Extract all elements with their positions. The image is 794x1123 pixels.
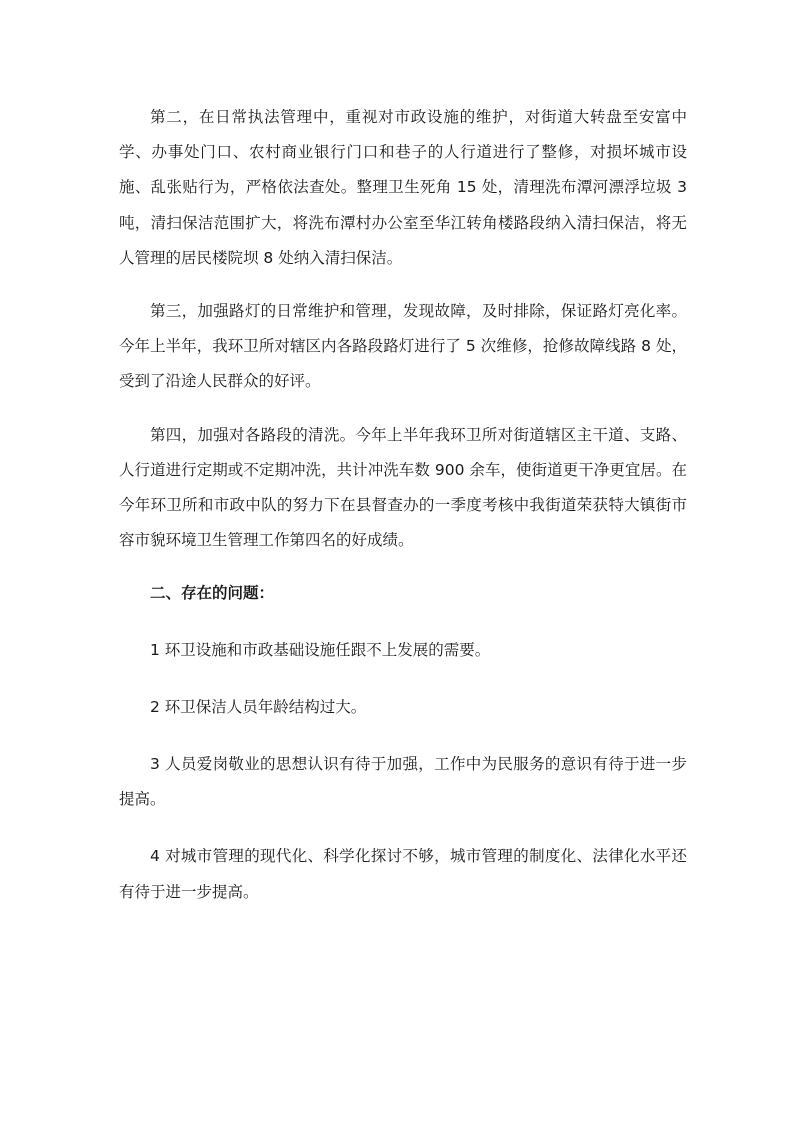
- paragraph-second: 第二，在日常执法管理中，重视对市政设施的维护，对街道大转盘至安富中学、办事处门口、农村商业银行门口和巷子的人行道进行了整修，对损坏城市设施、乱张贴行为，严格依法查处。整理卫生死角 15 处，清理洗布潭河漂浮垃圾 3 吨，清扫保洁范围扩大，将洗布潭村办公室至华江转角楼路段纳入清扫保洁，将无人管理的居民楼院坝 8 处纳入清扫保洁。: [119, 108, 687, 267]
- document-body: [119, 100, 687, 932]
- paragraph-fourth: 第四，加强对各路段的清洗。今年上半年我环卫所对街道辖区主干道、支路、人行道进行定期或不定期冲洗，共计冲洗车数 900 余车，使街道更干净更宜居。在今年环卫所和市政中队的努力下在县督查办的一季度考核中我街道荣获特大镇街市容市貌环境卫生管理工作第四名的好成绩。: [119, 425, 687, 550]
- section-heading: 二、存在的问题：: [150, 584, 275, 603]
- paragraph-third: 第三，加强路灯的日常维护和管理，发现故障，及时排除，保证路灯亮化率。今年上半年，我环卫所对辖区内各路段路灯进行了 5 次维修，抢修故障线路 8 处，受到了沿途人民群众的好评。: [119, 302, 687, 391]
- issue-item-1: 1 环卫设施和市政基础设施任跟不上发展的需要。: [150, 640, 491, 659]
- issue-item-3: 3 人员爱岗敬业的思想认识有待于加强，工作中为民服务的意识有待于进一步提高。: [119, 755, 687, 809]
- issue-item-2: 2 环卫保洁人员年龄结构过大。: [150, 697, 367, 716]
- issue-item-4: 4 对城市管理的现代化、科学化探讨不够，城市管理的制度化、法律化水平还有待于进一步提高。: [119, 847, 687, 901]
